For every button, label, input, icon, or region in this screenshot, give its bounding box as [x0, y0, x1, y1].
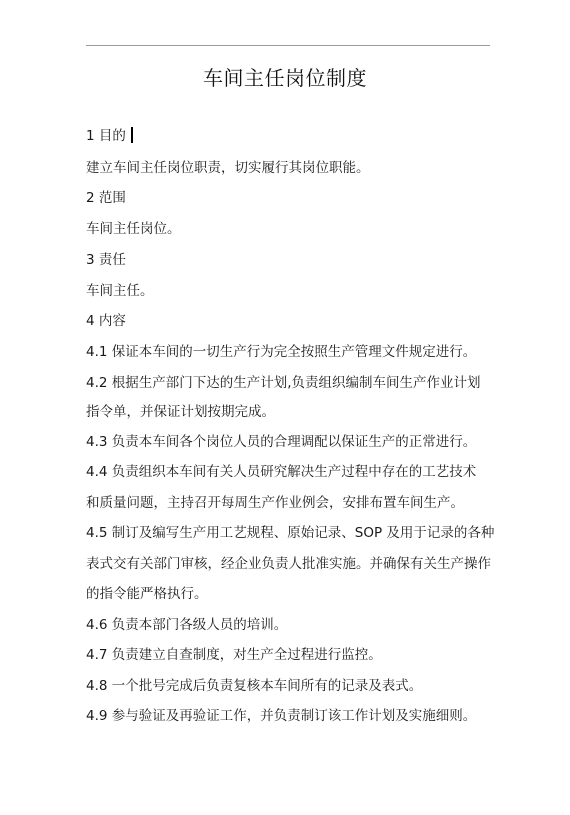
paragraph-line: 车间主任。	[86, 283, 154, 299]
paragraph-line: 车间主任岗位。	[86, 221, 181, 237]
paragraph-line: 和质量问题，主持召开每周生产作业例会，安排布置车间生产。	[86, 495, 464, 511]
text-cursor	[131, 127, 133, 143]
paragraph-line: 4.6 负责本部门各级人员的培训。	[86, 617, 288, 633]
paragraph-line: 表式交有关部门审核，经企业负责人批准实施。并确保有关生产操作	[86, 556, 491, 572]
paragraph-line: 指令单，并保证计划按期完成。	[86, 404, 275, 420]
paragraph-line: 4.9 参与验证及再验证工作，并负责制订该工作计划及实施细则。	[86, 708, 477, 724]
paragraph-line: 4.3 负责本车间各个岗位人员的合理调配以保证生产的正常进行。	[86, 434, 477, 450]
paragraph-line: 4.2 根据生产部门下达的生产计划,负责组织编制车间生产作业计划	[86, 375, 481, 391]
document-title: 车间主任岗位制度	[203, 66, 367, 90]
section-heading-responsibility: 3 责任	[86, 252, 126, 268]
section-heading-content: 4 内容	[86, 313, 126, 329]
paragraph-line: 4.8 一个批号完成后负责复核本车间所有的记录及表式。	[86, 678, 423, 694]
paragraph-line: 的指令能严格执行。	[86, 586, 208, 602]
paragraph-line: 建立车间主任岗位职责，切实履行其岗位职能。	[86, 160, 370, 176]
section-heading-purpose: 1 目的	[86, 126, 133, 146]
paragraph-line: 4.4 负责组织本车间有关人员研究解决生产过程中存在的工艺技术	[86, 464, 477, 480]
paragraph-line: 4.1 保证本车间的一切生产行为完全按照生产管理文件规定进行。	[86, 344, 477, 360]
header-rule	[86, 45, 490, 46]
section-heading-scope: 2 范围	[86, 190, 126, 206]
paragraph-line: 4.5 制订及编写生产用工艺规程、原始记录、SOP 及用于记录的各种	[86, 525, 495, 541]
paragraph-line: 4.7 负责建立自查制度，对生产全过程进行监控。	[86, 647, 382, 663]
